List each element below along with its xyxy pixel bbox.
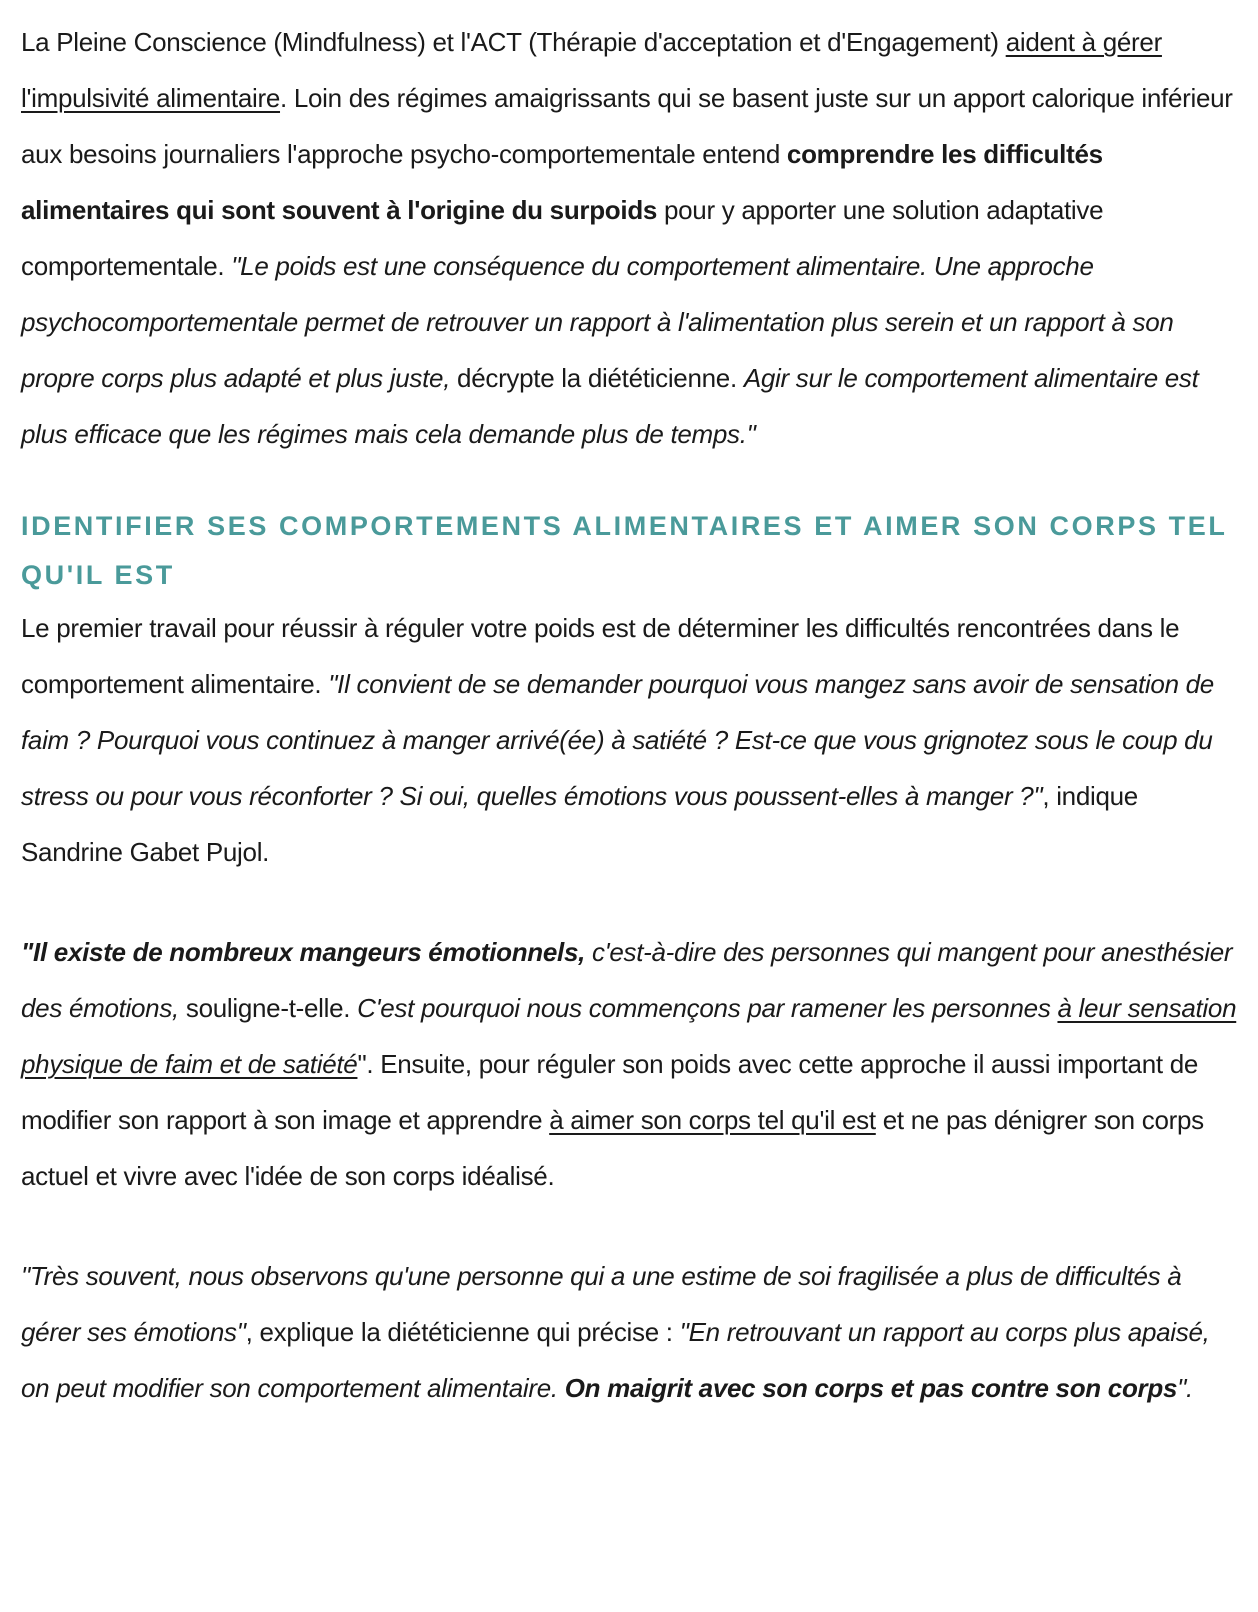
quote-text: "Très souvent, nous observons qu'une personne qui a une estime de soi fragilisée a plus de difficultés à gérer ses émotions" <box>21 1261 1182 1347</box>
paragraph-behaviours <box>21 600 1241 880</box>
intro-paragraph <box>21 14 1241 462</box>
section-heading: IDENTIFIER SES COMPORTEMENTS ALIMENTAIRES ET AIMER SON CORPS TEL QU'IL EST <box>21 511 1227 590</box>
paragraph-self-esteem <box>21 1248 1241 1416</box>
text-run: . Loin des régimes amaigrissants qui se basent juste sur un apport calorique inférieur aux besoins journaliers l'approche psycho-comportementale entend <box>21 83 1233 169</box>
quote-text: c'est-à-dire des personnes qui mangent pour anesthésier des émotions, <box>21 937 1233 1023</box>
link-impulsivite-alimentaire[interactable]: aident à gérer l'impulsivité alimentaire <box>21 27 1162 113</box>
text-run: décrypte la diététicienne. <box>450 363 744 393</box>
quote-text: ". <box>1177 1373 1193 1403</box>
text-run: La Pleine Conscience (Mindfulness) et l'ACT (Thérapie d'acceptation et d'Engagement) <box>21 27 1006 57</box>
text-run: Le premier travail pour réussir à réguler votre poids est de déterminer les difficultés rencontrées dans le comportement alimentaire. <box>21 613 1180 699</box>
quote-text: "Il convient de se demander pourquoi vous mangez sans avoir de sensation de faim ? Pourquoi vous continuez à manger arrivé(ée) à satiété ? Est-ce que vous grignotez sous le coup du stress ou pour vous réconforter ? Si oui, quelles émotions vous poussent-elles à manger ?" <box>21 669 1214 811</box>
quote-text: C'est pourquoi nous commençons par ramener les personnes <box>357 993 1058 1023</box>
link-aimer-son-corps[interactable]: à aimer son corps tel qu'il est <box>549 1105 876 1135</box>
quote-text: Agir sur le comportement alimentaire est plus efficace que les régimes mais cela demande plus de temps." <box>21 363 1199 449</box>
text-run: , indique Sandrine Gabet Pujol. <box>21 781 1138 867</box>
link-label: à leur sensation physique de faim et de satiété <box>21 993 1237 1079</box>
paragraph-emotional-eaters <box>21 924 1241 1204</box>
bold-text: comprendre les difficultés alimentaires qui sont souvent à l'origine du surpoids <box>21 139 1103 225</box>
text-run: pour y apporter une solution adaptative comportementale. <box>21 195 1104 281</box>
text-run: souligne-t-elle. <box>178 993 358 1023</box>
bold-quote-text: "Il existe de nombreux mangeurs émotionnels, <box>21 937 586 967</box>
text-run: ". Ensuite, pour réguler son poids avec cette approche il aussi important de modifier son rapport à son image et apprendre <box>21 1049 1199 1135</box>
text-run: , explique la diététicienne qui précise : <box>245 1317 680 1347</box>
bold-quote-text: On maigrit avec son corps et pas contre son corps <box>564 1373 1178 1403</box>
quote-text: "En retrouvant un rapport au corps plus apaisé, on peut modifier son comportement alimentaire. <box>21 1317 1210 1403</box>
article-body <box>21 14 1241 1416</box>
quote-text: "Le poids est une conséquence du comportement alimentaire. Une approche psychocomportementale permet de retrouver un rapport à l'alimentation plus serein et un rapport à son propre corps plus adapté et plus juste, <box>21 251 1174 393</box>
text-run: et ne pas dénigrer son corps actuel et vivre avec l'idée de son corps idéalisé. <box>21 1105 1204 1191</box>
